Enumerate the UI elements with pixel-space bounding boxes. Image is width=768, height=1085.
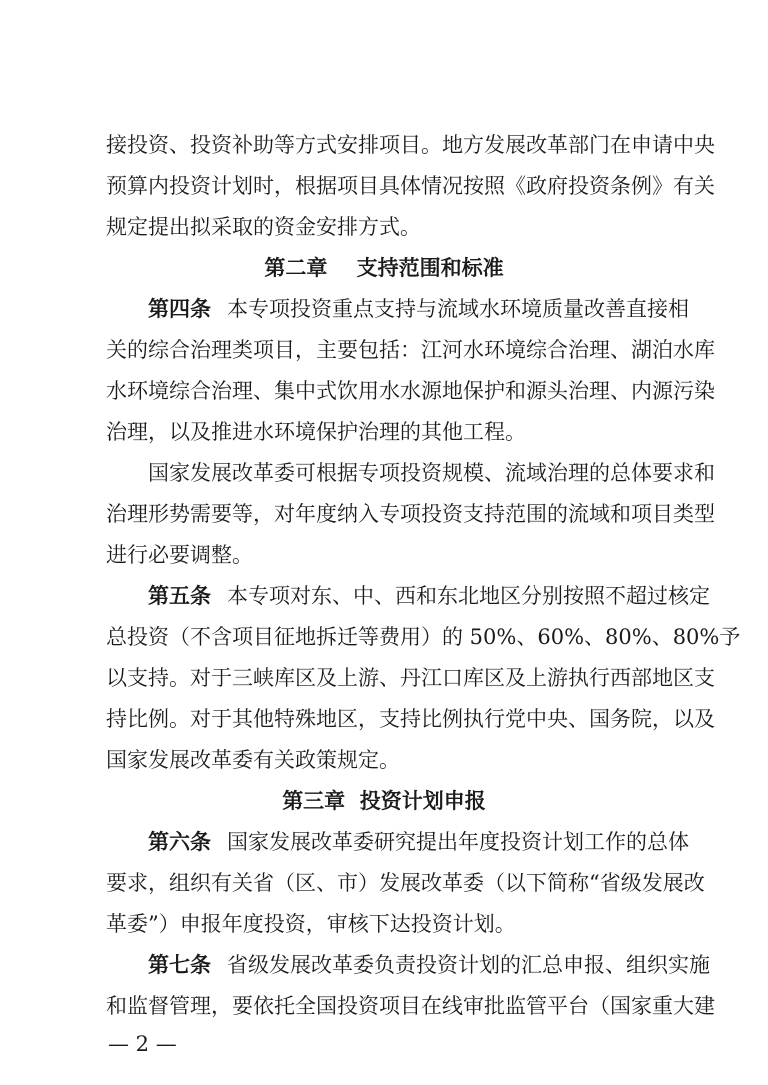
article-text: 省级发展改革委负责投资计划的汇总申报、组织实施	[227, 953, 710, 977]
paragraph-line: 以支持。对于三峡库区及上游、丹江口库区及上游执行西部地区支	[106, 666, 715, 690]
article-text: 本专项投资重点支持与流域水环境质量改善直接相	[227, 297, 689, 321]
paragraph-line: 和监督管理，要依托全国投资项目在线审批监管平台（国家重大建	[106, 994, 715, 1018]
article-label: 第七条	[148, 953, 211, 977]
paragraph-line: 要求，组织有关省（区、市）发展改革委（以下简称“省级发展改	[106, 871, 705, 895]
paragraph-line: 国家发展改革委可根据专项投资规模、流域治理的总体要求和	[148, 461, 715, 485]
paragraph-line: 革委”）申报年度投资，审核下达投资计划。	[106, 912, 516, 936]
paragraph-line: 接投资、投资补助等方式安排项目。地方发展改革部门在申请中央	[106, 133, 715, 157]
article-label: 第五条	[148, 584, 211, 608]
paragraph-line: 总投资（不含项目征地拆迁等费用）的 50%、60%、80%、80%予	[106, 625, 741, 649]
paragraph-line: 水环境综合治理、集中式饮用水水源地保护和源头治理、内源污染	[106, 379, 715, 403]
article-first-line	[148, 295, 689, 323]
chapter-heading: 第二章 支持范围和标准	[264, 256, 504, 280]
article-first-line	[148, 951, 710, 979]
article-first-line	[148, 582, 710, 610]
paragraph-line: 规定提出拟采取的资金安排方式。	[106, 215, 421, 239]
paragraph-line: 治理形势需要等，对年度纳入专项投资支持范围的流域和项目类型	[106, 502, 715, 526]
chapter-heading: 第三章 投资计划申报	[282, 789, 486, 813]
paragraph-line: 国家发展改革委有关政策规定。	[106, 748, 400, 772]
article-first-line	[148, 828, 689, 856]
paragraph-line: 治理，以及推进水环境保护治理的其他工程。	[106, 420, 526, 444]
article-text: 国家发展改革委研究提出年度投资计划工作的总体	[227, 830, 689, 854]
paragraph-line: 持比例。对于其他特殊地区，支持比例执行党中央、国务院，以及	[106, 707, 715, 731]
article-label: 第六条	[148, 830, 211, 854]
page-number: — 2 —	[108, 1032, 177, 1056]
paragraph-line: 预算内投资计划时，根据项目具体情况按照《政府投资条例》有关	[106, 174, 715, 198]
article-text: 本专项对东、中、西和东北地区分别按照不超过核定	[227, 584, 710, 608]
article-label: 第四条	[148, 297, 211, 321]
paragraph-line: 关的综合治理类项目，主要包括：江河水环境综合治理、湖泊水库	[106, 338, 715, 362]
paragraph-line: 进行必要调整。	[106, 543, 253, 567]
